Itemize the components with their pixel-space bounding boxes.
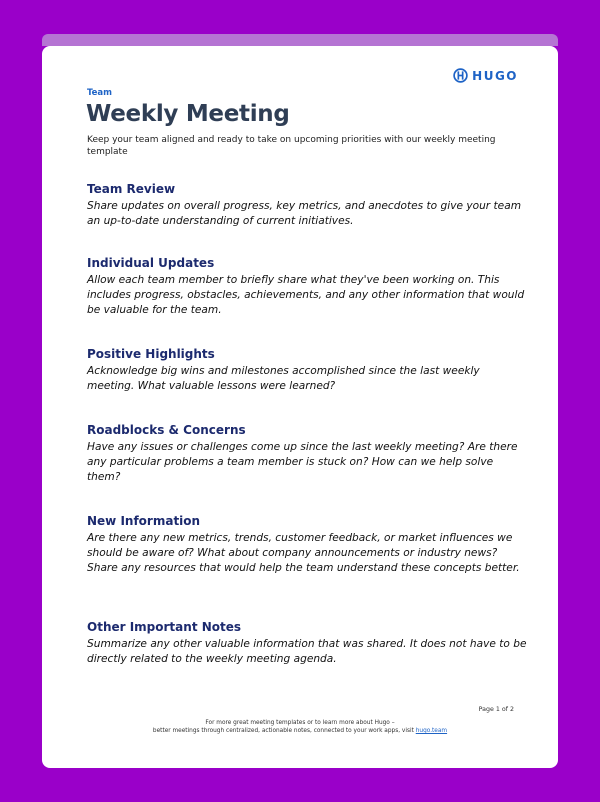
section-body: Summarize any other valuable information that was shared. It does not have to be directly related to the weekly meeting agenda. [87, 638, 527, 666]
hugo-team-link[interactable]: hugo.team [415, 728, 448, 734]
footer-line-1: For more great meeting templates or to learn more about Hugo – [205, 720, 395, 726]
section-new-information [87, 514, 527, 577]
hugo-logo-text: HUGO [472, 68, 518, 83]
hugo-logo [453, 68, 518, 83]
page-number: Page 1 of 2 [478, 706, 514, 713]
section-body: Have any issues or challenges come up since the last weekly meeting? Are there any particular problems a team member is stuck on? How can we help solve them? [87, 441, 518, 484]
section-team-review [87, 182, 527, 229]
page-stack-edge [42, 34, 558, 46]
page-title: Weekly Meeting [86, 101, 290, 127]
document-page [42, 46, 558, 768]
footer-line-2 [42, 727, 558, 735]
section-individual-updates [87, 256, 527, 319]
section-heading: Positive Highlights [87, 347, 215, 361]
section-heading: Roadblocks & Concerns [87, 423, 246, 437]
section-heading: Team Review [87, 182, 176, 196]
section-body: Are there any new metrics, trends, customer feedback, or market influences we should be aware of? What about company announcements or industry news? Share any resources that would help the team understand these concepts better. [87, 532, 520, 575]
footer [42, 719, 558, 735]
section-heading: Individual Updates [87, 256, 215, 270]
section-heading: Other Important Notes [87, 620, 242, 634]
footer-line-2-text: better meetings through centralized, actionable notes, connected to your work apps, visit [152, 728, 414, 734]
section-heading: New Information [87, 514, 201, 528]
section-other-important-notes [87, 620, 527, 667]
hugo-logo-icon [453, 68, 468, 83]
page-subtitle: Keep your team aligned and ready to take on upcoming priorities with our weekly meeting template [87, 135, 496, 157]
section-roadblocks-concerns [87, 423, 527, 486]
section-body: Allow each team member to briefly share what they've been working on. This includes progress, obstacles, achievements, and any other information that would be valuable for the team. [87, 274, 525, 317]
section-positive-highlights [87, 347, 527, 394]
section-body: Acknowledge big wins and milestones accomplished since the last weekly meeting. What valuable lessons were learned? [87, 365, 480, 393]
document-kicker: Team [87, 88, 113, 98]
section-body: Share updates on overall progress, key metrics, and anecdotes to give your team an up-to-date understanding of current initiatives. [87, 200, 522, 228]
